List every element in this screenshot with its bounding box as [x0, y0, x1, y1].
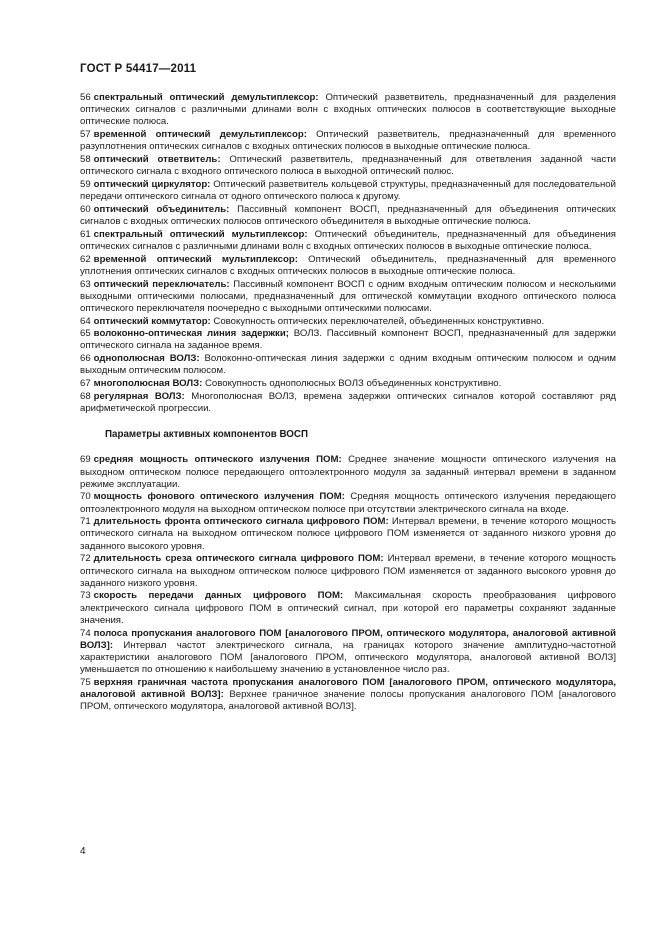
term-definition: Верхнее граничное значение полосы пропускания аналогового ПОМ [аналогового ПРОМ, оптического модулятора, аналоговой активной ВОЛЗ].: [80, 688, 616, 713]
term-entry: [80, 229, 616, 253]
term-name: многополюсная ВОЛЗ:: [93, 378, 203, 390]
term-number: 72: [80, 553, 91, 565]
term-name: длительность среза оптического сигнала цифрового ПОМ:: [93, 553, 384, 565]
term-entry: [80, 516, 616, 552]
term-number: 70: [80, 491, 91, 503]
term-number: 58: [80, 153, 91, 165]
term-definition: Оптический объединитель, предназначенный для временного уплотнения оптических сигналов с входных оптических полюсов в выходные оптические полюса.: [80, 253, 616, 277]
term-entry: [80, 328, 616, 352]
term-name: регулярная ВОЛЗ:: [93, 390, 185, 402]
term-definition: Многополюсная ВОЛЗ, времена задержки оптических сигналов которой составляют ряд арифметической прогрессии.: [80, 390, 616, 415]
term-name: волоконно-оптическая линия задержки;: [93, 328, 289, 340]
term-entry: [80, 179, 616, 203]
term-entry: [80, 454, 616, 490]
term-name: спектральный оптический демультиплексор:: [93, 92, 319, 103]
term-number: 59: [80, 178, 91, 190]
terms-list-active: [80, 454, 616, 713]
term-entry: [80, 204, 616, 228]
term-entry: [80, 491, 616, 515]
term-definition: Оптический объединитель, предназначенный для объединения оптических сигналов с различными длинами волн с входных оптических полюсов в выходные оптические полюса.: [80, 228, 616, 252]
term-definition: Совокупность однополюсных ВОЛЗ объединенных конструктивно.: [204, 378, 502, 390]
term-number: 68: [80, 390, 91, 402]
section-title: Параметры активных компонентов ВОСП: [105, 429, 309, 441]
term-definition: Оптический разветвитель, предназначенный для временного разуплотнения оптических сигналов с входных оптических полюсов в выходные оптические полюса.: [80, 129, 616, 153]
term-entry: [80, 129, 616, 153]
term-entry: [80, 92, 616, 128]
term-definition: Пассивный компонент ВОСП с одним входным оптическим полюсом и несколькими выходными оптическими полюсами, предназначенный для оптической коммутации входного оптического полюса оптического переключателя поочередно с выходными оптическими полюсами.: [80, 278, 616, 314]
term-entry: [80, 553, 616, 589]
term-name: полоса пропускания аналогового ПОМ [аналогового ПРОМ, оптического модулятора, аналоговой активной ВОЛЗ]:: [80, 627, 616, 651]
term-number: 61: [80, 228, 91, 240]
term-definition: Среднее значение мощности оптического излучения на выходном оптическом полюсе передающего оптоэлектронного модуля за заданный интервал времени в заданном режиме эксплуатации.: [80, 454, 617, 490]
term-name: длительность фронта оптического сигнала цифрового ПОМ:: [93, 516, 389, 528]
term-number: 64: [80, 315, 91, 327]
term-entry: [80, 391, 616, 415]
term-definition: Максимальная скорость преобразования цифрового электрического сигнала цифрового ПОМ в оптический сигнал, при которой его параметры сохраняют заданные значения.: [80, 590, 616, 626]
terms-list-passive: [80, 92, 616, 415]
term-name: скорость передачи данных цифрового ПОМ:: [93, 590, 344, 602]
term-name: оптический переключатель:: [93, 278, 230, 290]
term-entry: [80, 677, 616, 713]
term-number: 74: [80, 627, 91, 639]
term-number: 66: [80, 353, 91, 365]
document-body: [80, 92, 616, 714]
term-number: 67: [80, 378, 91, 390]
term-entry: [80, 279, 616, 315]
page-number: 4: [80, 846, 86, 857]
term-definition: Средняя мощность оптического излучения передающего оптоэлектронного модуля на выходном оптическом полюсе при отсутствии электрического сигнала на входе.: [80, 491, 616, 515]
term-name: оптический коммутатор:: [93, 315, 211, 327]
term-definition: Волоконно-оптическая линия задержки с одним входным оптическим полюсом и одним выходным оптическим полюсом.: [80, 353, 616, 377]
term-entry: [80, 353, 616, 377]
term-definition: Интервал времени, в течение которого мощность оптического сигнала на выходном оптическом полюсе цифрового ПОМ изменяется от заданного низкого уровня до заданного высокого уровня.: [80, 516, 616, 552]
term-number: 69: [80, 454, 91, 466]
term-number: 73: [80, 590, 91, 602]
term-number: 63: [80, 278, 91, 290]
term-number: 57: [80, 129, 91, 141]
term-number: 71: [80, 516, 91, 528]
term-definition: Оптический разветвитель, предназначенный для ответвления заданной части оптического сигнала с входного оптического полюса в выходной оптический полюс.: [80, 153, 616, 178]
term-entry: [80, 316, 616, 328]
term-definition: Совокупность оптических переключателей, объединенных конструктивно.: [213, 315, 545, 327]
term-name: верхняя граничная частота пропускания аналогового ПОМ [аналогового ПРОМ, оптического модулятора, аналоговой активной ВОЛЗ]:: [80, 676, 616, 700]
term-definition: Интервал частот электрического сигнала, на границах которого значение амплитудно-частотной характеристики аналогового ПОМ [аналогового ПРОМ, оптического модулятора, аналоговой активной ВОЛЗ] уменьшается по отношению к наибольшему значению в установленное число раз.: [80, 639, 616, 675]
term-name: оптический ответвитель:: [93, 153, 221, 165]
term-number: 60: [80, 203, 91, 215]
term-number: 65: [80, 328, 91, 340]
term-entry: [80, 378, 616, 390]
term-number: 56: [80, 92, 91, 103]
term-name: временной оптический демультиплексор:: [93, 129, 307, 141]
term-definition: Оптический разветвитель кольцевой структуры, предназначенный для последовательной передачи оптического сигнала от одного оптического полюса к другому.: [80, 178, 616, 203]
term-entry: [80, 254, 616, 278]
term-name: мощность фонового оптического излучения ПОМ:: [93, 491, 345, 503]
term-name: оптический объединитель:: [93, 203, 230, 215]
term-name: оптический циркулятор:: [93, 178, 211, 190]
term-name: временной оптический мультиплексор:: [93, 253, 298, 265]
term-definition: Оптический разветвитель, предназначенный для разделения оптических сигналов с различными длинами волн с входных оптических полюсов в соответствующие выходные оптические полюса.: [80, 92, 616, 128]
term-number: 62: [80, 253, 91, 265]
term-name: средняя мощность оптического излучения ПОМ:: [93, 454, 342, 466]
term-definition: ВОЛЗ. Пассивный компонент ВОСП, предназначенный для задержки оптического сигнала на заданное время.: [80, 328, 616, 352]
term-entry: [80, 628, 616, 677]
term-definition: Пассивный компонент ВОСП, предназначенный для объединения оптических сигналов с входных оптических полюсов оптического объединителя в выходные оптические полюса.: [80, 203, 616, 227]
term-definition: Интервал времени, в течение которого мощность оптического сигнала на выходном оптическом полюсе цифрового ПОМ изменяется от заданного высокого уровня до заданного низкого уровня.: [80, 553, 616, 589]
term-name: спектральный оптический мультиплексор:: [93, 228, 308, 240]
term-entry: [80, 590, 616, 626]
term-name: однополюсная ВОЛЗ:: [93, 353, 200, 365]
term-number: 75: [80, 676, 91, 688]
page-header: ГОСТ Р 54417—2011: [80, 63, 197, 75]
term-entry: [80, 154, 616, 178]
